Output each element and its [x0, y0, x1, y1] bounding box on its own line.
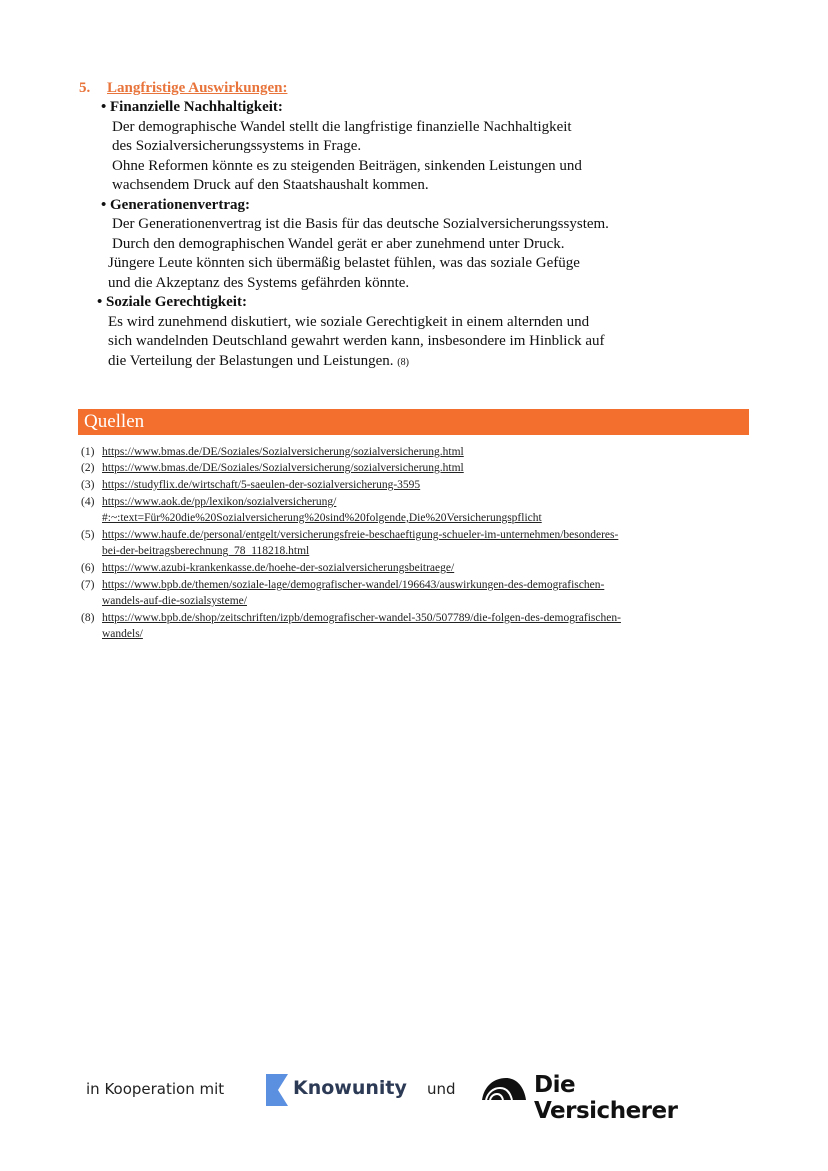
- footer-cooperation: [86, 1070, 726, 1124]
- section-title: Langfristige Auswirkungen:: [107, 80, 288, 96]
- section-heading: [79, 80, 287, 97]
- source-item-2: (2) https://www.bmas.de/DE/Soziales/Sozialversicherung/sozialversicherung.html: [81, 462, 464, 474]
- source-link[interactable]: https://www.haufe.de/personal/entgelt/versicherungsfreie-beschaeftigung-schueler-im-unternehmen/besonderes-: [102, 529, 619, 541]
- paragraph-line: und die Akzeptanz des Systems gefährden könnte.: [108, 275, 410, 291]
- paragraph-line: wachsendem Druck auf den Staatshaushalt kommen.: [112, 177, 429, 193]
- source-link[interactable]: #:~:text=Für%20die%20Sozialversicherung%20sind%20folgende,Die%20Versicherungspflicht: [102, 512, 542, 524]
- source-link[interactable]: https://studyflix.de/wirtschaft/5-saeulen-der-sozialversicherung-3595: [102, 479, 421, 491]
- source-item-4: (4) https://www.aok.de/pp/lexikon/sozialversicherung/: [81, 496, 337, 508]
- source-link[interactable]: https://www.azubi-krankenkasse.de/hoehe-der-sozialversicherungsbeitraege/: [102, 562, 455, 574]
- footer-joiner: und: [427, 1080, 456, 1098]
- bullet-icon: •: [97, 294, 107, 310]
- source-link[interactable]: https://www.aok.de/pp/lexikon/sozialversicherung/: [102, 496, 337, 508]
- knowunity-logo-icon: [266, 1074, 288, 1106]
- bullet-icon: •: [101, 99, 111, 115]
- bullet-soziale-gerechtigkeit: • Soziale Gerechtigkeit:: [97, 294, 247, 310]
- paragraph-line: sich wandelnden Deutschland gewahrt werden kann, insbesondere im Hinblick auf: [108, 333, 605, 349]
- citation-marker: (8): [397, 357, 409, 368]
- source-item-5-cont: [102, 545, 309, 557]
- source-item-4-cont: [102, 512, 542, 524]
- paragraph-line: die Verteilung der Belastungen und Leistungen. (8): [108, 353, 409, 369]
- source-item-3: (3) https://studyflix.de/wirtschaft/5-saeulen-der-sozialversicherung-3595: [81, 479, 421, 491]
- versicherer-arch-logo-icon: [482, 1078, 526, 1100]
- source-link[interactable]: wandels-auf-die-sozialsysteme/: [102, 595, 247, 607]
- bullet-icon: •: [101, 197, 111, 213]
- sources-title: Quellen: [84, 411, 145, 432]
- source-link[interactable]: wandels/: [102, 628, 143, 640]
- bullet-finanzielle-nachhaltigkeit: • Finanzielle Nachhaltigkeit:: [101, 99, 283, 115]
- source-item-8: (8) https://www.bpb.de/shop/zeitschriften/izpb/demografischer-wandel-350/507789/die-folgen-des-demografischen-: [81, 612, 621, 624]
- source-item-1: (1) https://www.bmas.de/DE/Soziales/Sozialversicherung/sozialversicherung.html: [81, 446, 464, 458]
- paragraph-line: des Sozialversicherungssystems in Frage.: [112, 138, 362, 154]
- bullet-generationenvertrag: • Generationenvertrag:: [101, 197, 250, 213]
- source-link[interactable]: https://www.bpb.de/themen/soziale-lage/demografischer-wandel/196643/auswirkungen-des-demografischen-: [102, 579, 605, 591]
- paragraph-line: Es wird zunehmend diskutiert, wie soziale Gerechtigkeit in einem alternden und: [108, 314, 590, 330]
- source-item-7: (7) https://www.bpb.de/themen/soziale-lage/demografischer-wandel/196643/auswirkungen-des-demografischen-: [81, 579, 605, 591]
- paragraph-line: Der Generationenvertrag ist die Basis für das deutsche Sozialversicherungssystem.: [112, 216, 609, 232]
- sources-header-bar: [78, 409, 749, 435]
- footer-prefix: in Kooperation mit: [86, 1080, 225, 1098]
- source-item-7-cont: [102, 595, 247, 607]
- source-item-8-cont: [102, 628, 143, 640]
- section-number: 5.: [79, 80, 91, 96]
- paragraph-line: Der demographische Wandel stellt die langfristige finanzielle Nachhaltigkeit: [112, 119, 572, 135]
- paragraph-line: Jüngere Leute könnten sich übermäßig belastet fühlen, was das soziale Gefüge: [108, 255, 580, 271]
- source-item-5: (5) https://www.haufe.de/personal/entgelt/versicherungsfreie-beschaeftigung-schueler-im-unternehmen/besonderes-: [81, 529, 619, 541]
- source-link[interactable]: https://www.bpb.de/shop/zeitschriften/izpb/demografischer-wandel-350/507789/die-folgen-des-demografischen-: [102, 612, 621, 624]
- source-item-6: (6) https://www.azubi-krankenkasse.de/hoehe-der-sozialversicherungsbeitraege/: [81, 562, 455, 574]
- paragraph-line: Ohne Reformen könnte es zu steigenden Beiträgen, sinkenden Leistungen und: [112, 158, 582, 174]
- knowunity-wordmark: Knowunity: [293, 1077, 407, 1099]
- versicherer-wordmark: Die Versicherer: [534, 1072, 678, 1124]
- source-link[interactable]: https://www.bmas.de/DE/Soziales/Sozialversicherung/sozialversicherung.html: [102, 462, 464, 474]
- source-link[interactable]: https://www.bmas.de/DE/Soziales/Sozialversicherung/sozialversicherung.html: [102, 446, 464, 458]
- source-link[interactable]: bei-der-beitragsberechnung_78_118218.html: [102, 545, 310, 557]
- paragraph-line: Durch den demographischen Wandel gerät er aber zunehmend unter Druck.: [112, 236, 565, 252]
